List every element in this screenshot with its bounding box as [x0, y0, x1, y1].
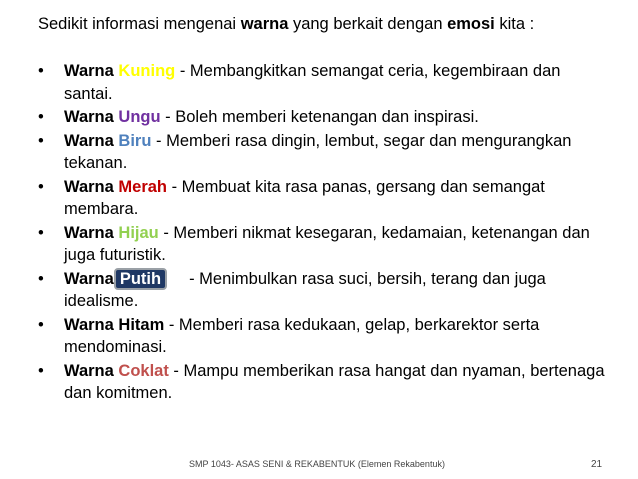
footer-course-text: SMP 1043- ASAS SENI & REKABENTUK (Elemen Rekabentuk)	[189, 459, 445, 469]
warna-label: Warna	[64, 131, 119, 150]
item-description: - Mampu memberikan rasa hangat dan nyaman, bertenaga dan komitmen.	[64, 361, 605, 402]
bullet: •	[38, 361, 44, 380]
warna-label: Warna	[64, 223, 119, 242]
bullet: •	[38, 223, 44, 242]
bullet: •	[38, 131, 44, 150]
list-item-hijau	[38, 222, 613, 267]
warna-label: Warna	[64, 177, 119, 196]
warna-label: Warna	[64, 108, 119, 126]
bullet: •	[38, 62, 44, 80]
list-item-merah	[38, 176, 613, 221]
color-name-ungu: Ungu	[118, 108, 161, 126]
list-item-hitam	[38, 314, 613, 359]
item-description: - Membangkitkan semangat ceria, kegembiraan dan santai.	[64, 62, 561, 103]
bullet: •	[38, 269, 44, 288]
intro-middle: yang berkait dengan	[288, 15, 448, 33]
warna-label: Warna	[64, 269, 114, 288]
color-name-hitam: Hitam	[118, 315, 165, 334]
intro-text	[38, 13, 534, 35]
color-name-merah: Merah	[118, 177, 168, 196]
item-description: - Memberi rasa kedukaan, gelap, berkarektor serta mendominasi.	[64, 315, 540, 356]
bullet: •	[38, 177, 44, 196]
warna-label: Warna	[64, 315, 119, 334]
warna-label: Warna	[64, 62, 119, 80]
list-item-coklat	[38, 360, 613, 405]
item-description: - Memberi rasa dingin, lembut, segar dan mengurangkan tekanan.	[64, 131, 572, 172]
list-item-biru	[38, 130, 613, 175]
bullet: •	[38, 315, 44, 334]
color-name-hijau: Hijau	[118, 223, 159, 242]
intro-suffix: kita :	[494, 15, 535, 33]
warna-label: Warna	[64, 361, 119, 380]
intro-bold-emosi: emosi	[447, 15, 495, 33]
bullet: •	[38, 108, 44, 126]
item-description: - Membuat kita rasa panas, gersang dan semangat membara.	[64, 177, 545, 218]
item-description: - Menimbulkan rasa suci, bersih, terang dan juga idealisme.	[64, 269, 546, 310]
color-name-putih: Putih	[114, 268, 167, 290]
page-number: 21	[591, 459, 603, 470]
intro-prefix: Sedikit informasi mengenai	[38, 15, 241, 33]
color-name-biru: Biru	[118, 131, 152, 150]
color-name-kuning: Kuning	[118, 62, 176, 80]
list-item-putih	[38, 268, 613, 313]
list-item-ungu	[38, 106, 613, 129]
color-name-coklat: Coklat	[118, 361, 169, 380]
color-emotion-list	[38, 60, 613, 406]
item-description: - Boleh memberi ketenangan dan inspirasi.	[160, 108, 479, 126]
item-description: - Memberi nikmat kesegaran, kedamaian, ketenangan dan juga futuristik.	[64, 223, 590, 264]
intro-bold-warna: warna	[240, 15, 289, 33]
list-item-kuning	[38, 60, 613, 105]
